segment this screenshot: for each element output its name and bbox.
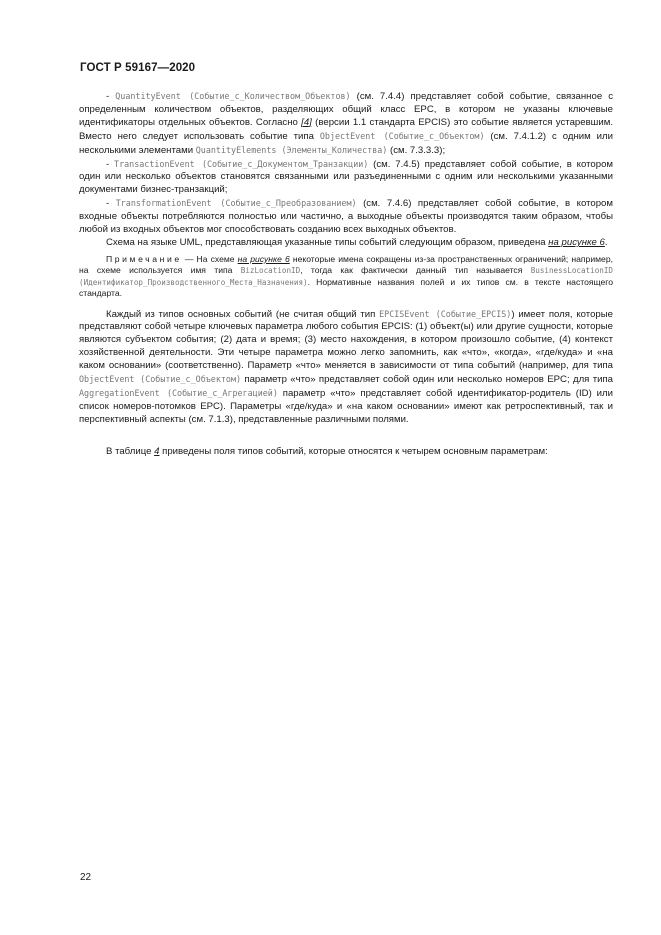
paragraph-text: ) имеет поля, которые представляют собой четыре ключевых параметра любого события EPCIS: (1) объект(ы) или другие сущности, которые являются субъектом события; (2) дата и время; (3) место нахождения, в котором произошло событие, (4) контекст хозяйственной деятельности. Эти четыре параметра можно легко запомнить, как «что», «когда», «где/куда» и «на каком основании» (соответственно). Параметр «что» меняется в зависимости от типа событий (например, для типа: [79, 308, 614, 372]
paragraph-table-intro: [79, 446, 613, 459]
list-dash: -: [106, 158, 115, 170]
paragraph-text: Схема на языке UML, представляющая указанные типы событий следующим образом, приведена: [106, 236, 549, 248]
note-paragraph: [79, 254, 613, 300]
paragraph-text: (версии 1.1 стандарта EPCIS) это событие является устаревшим. Вместо него следует использовать событие типа: [79, 116, 613, 142]
note-text: некоторые имена сокращены из-за пространственных ограничений; например, на схеме используется имя типа: [79, 253, 613, 276]
paragraph-quantity-event: [79, 90, 613, 158]
code-term: QuantityElements (Элементы_Количества): [195, 144, 388, 155]
paragraph-transformation-event: [79, 197, 613, 237]
paragraph-text: .: [604, 236, 608, 248]
page-number: 22: [80, 872, 92, 883]
code-term: EPCISEvent (Событие_EPCIS): [379, 308, 512, 319]
code-term: BusinessLocationID (Идентификатор_Производственного_Места_Назначения): [79, 266, 613, 287]
paragraph-text: параметр «что» представляет собой идентификатор-родитель (ID) или список номеров-потомков EPC). Параметры «где/куда» и «на каком основании» имеют как ретроспективный, так и перспективный аспекты (см. 7.1.3), представленные различными полями.: [79, 387, 613, 425]
paragraph-text: параметр «что» представляет собой один или несколько номеров EPC; для типа: [241, 374, 613, 386]
figure-reference-link[interactable]: на рисунке 6: [548, 236, 605, 248]
paragraph-text: (см. 7.3.3.3);: [387, 144, 446, 156]
code-term: TransactionEvent (Событие_с_Документом_Транзакции): [114, 158, 369, 169]
paragraph-text: (см. 7.4.6) представляет собой событие, в котором входные объекты потребляются полностью или частично, а выходные объекты производятся таким образом, чтобы любой из входных объектов мог способствовать созданию всех выходных объектов.: [79, 198, 613, 236]
table-reference-link[interactable]: 4: [154, 445, 160, 457]
paragraph-text: (см. 7.4.4) представляет собой событие, связанное с определенным количеством объектов, разделяющих общий класс EPC, в котором не указаны ключевые идентификаторы отдельных объектов. Согласно: [79, 91, 613, 128]
reference-link[interactable]: [4]: [301, 116, 312, 128]
paragraph-text: приведены поля типов событий, которые относятся к четырем основным параметрам:: [159, 445, 548, 457]
paragraph-transaction-event: [79, 158, 613, 198]
note-label: Примечание: [106, 253, 182, 264]
list-dash: -: [106, 198, 116, 210]
figure-reference-link[interactable]: на рисунке 6: [237, 253, 290, 264]
paragraph-text: (см. 7.4.1.2) с одним или несколькими элементами: [79, 130, 613, 156]
code-term: BizLocationID: [240, 266, 301, 276]
paragraph-uml-schema: [79, 237, 613, 250]
code-term: AggregationEvent (Событие_с_Агрегацией): [79, 387, 278, 398]
document-header: ГОСТ Р 59167—2020: [80, 62, 196, 74]
paragraph-event-parameters: [79, 308, 613, 427]
note-text: . Нормативные названия полей и их типов см. в тексте настоящего стандарта.: [79, 276, 613, 299]
paragraph-text: В таблице: [106, 445, 155, 457]
paragraph-text: (см. 7.4.5) представляет собой событие, в котором один или несколько объектов становятся связанными или разъединенными с одним или несколькими указанными документами бизнес-транзакций;: [79, 158, 613, 196]
code-term: QuantityEvent (Событие_с_Количеством_Объектов): [115, 91, 351, 101]
code-term: ObjectEvent (Событие_с_Объектом): [79, 374, 242, 385]
code-term: TransformationEvent (Событие_с_Преобразованием): [115, 198, 357, 209]
note-text: , тогда как фактически данный тип называется: [300, 265, 531, 276]
note-text: — На схеме: [181, 253, 238, 264]
list-dash: -: [106, 91, 116, 102]
paragraph-text: Каждый из типов основных событий (не считая общий тип: [106, 308, 380, 320]
document-body: [79, 90, 613, 459]
code-term: ObjectEvent (Событие_с_Объектом): [319, 130, 485, 141]
